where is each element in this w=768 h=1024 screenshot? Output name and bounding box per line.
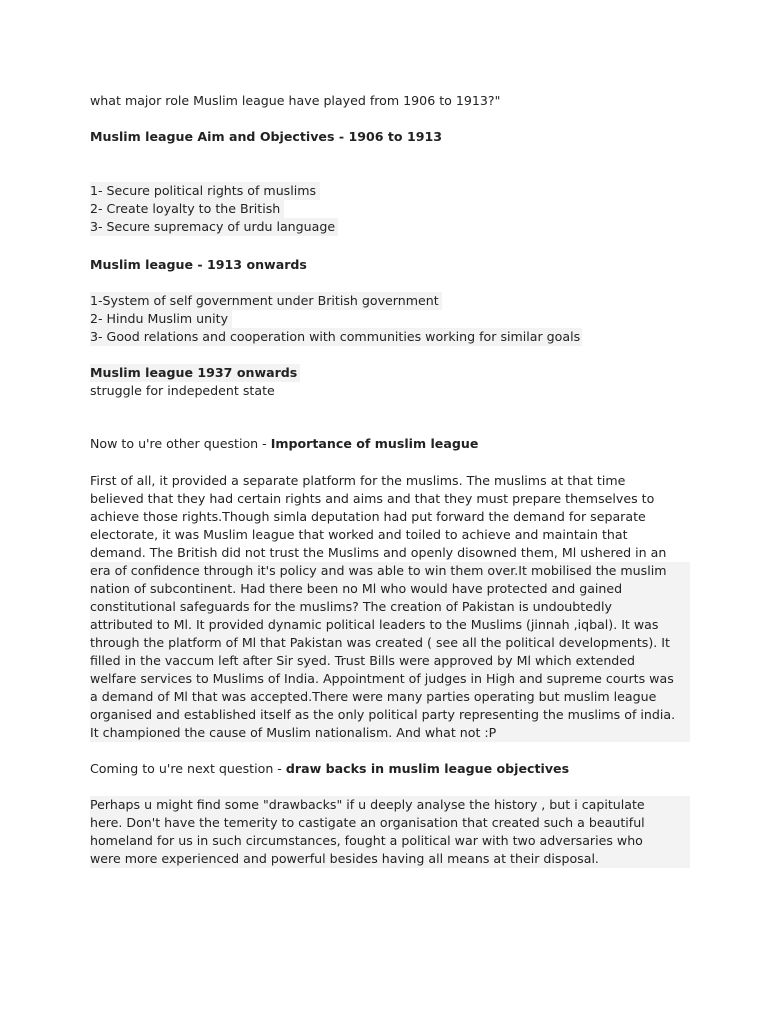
paragraph-line: here. Don't have the temerity to castigate an organisation that created such a beautiful	[90, 814, 690, 832]
section-1937-onwards	[90, 364, 690, 400]
list-item: 1-System of self government under British government	[90, 292, 442, 310]
section-aims-1906-1913-list	[90, 182, 690, 236]
importance-heading: Importance of muslim league	[270, 436, 479, 451]
paragraph-line: were more experienced and powerful besides having all means at their disposal.	[90, 850, 690, 868]
paragraph-line: electorate, it was Muslim league that worked and toiled to achieve and maintain that	[90, 527, 628, 542]
paragraph-line: believed that they had certain rights and aims and that they must prepare themselves to	[90, 491, 655, 506]
paragraph-line: achieve those rights.Though simla deputation had put forward the demand for separate	[90, 509, 646, 524]
list-item: 3- Good relations and cooperation with communities working for similar goals	[90, 329, 581, 344]
question-text: what major role Muslim league have played from 1906 to 1913?"	[90, 93, 501, 108]
paragraph-line: era of confidence through it's policy and was able to win them over.It mobilised the muslim	[90, 562, 690, 580]
paragraph-line: constitutional safeguards for the muslims? The creation of Pakistan is undoubtedly	[90, 598, 690, 616]
section-1913-onwards-list	[90, 292, 690, 346]
paragraph-line: Perhaps u might find some "drawbacks" if u deeply analyse the history , but i capitulate	[90, 796, 690, 814]
drawbacks-heading: draw backs in muslim league objectives	[285, 761, 570, 776]
paragraph-line: organised and established itself as the only political party representing the muslims of india.	[90, 706, 690, 724]
section-heading: Muslim league Aim and Objectives - 1906 to 1913	[90, 129, 442, 144]
list-item: 2- Hindu Muslim unity	[90, 310, 232, 328]
list-item: 2- Create loyalty to the British	[90, 200, 284, 218]
drawbacks-heading-line	[90, 760, 690, 778]
importance-paragraph	[90, 472, 690, 742]
paragraph-line: homeland for us in such circumstances, fought a political war with two adversaries who	[90, 832, 690, 850]
paragraph-line: It championed the cause of Muslim nationalism. And what not :P	[90, 724, 690, 742]
paragraph-line: filled in the vaccum left after Sir syed. Trust Bills were approved by Ml which extended	[90, 652, 690, 670]
section-text: struggle for indepedent state	[90, 383, 275, 398]
drawbacks-paragraph	[90, 796, 690, 868]
drawbacks-prefix: Coming to u're next question -	[90, 761, 286, 776]
question-block	[90, 92, 690, 110]
paragraph-line: attributed to Ml. It provided dynamic political leaders to the Muslims (jinnah ,iqbal). It was	[90, 616, 690, 634]
section-aims-1906-1913	[90, 128, 690, 146]
paragraph-line: First of all, it provided a separate platform for the muslims. The muslims at that time	[90, 473, 626, 488]
section-1913-onwards	[90, 256, 690, 274]
section-heading: Muslim league 1937 onwards	[90, 364, 300, 382]
paragraph-line: a demand of Ml that was accepted.There were many parties operating but muslim league	[90, 688, 690, 706]
list-item: 1- Secure political rights of muslims	[90, 182, 320, 200]
paragraph-line: through the platform of Ml that Pakistan was created ( see all the political developments). It	[90, 634, 690, 652]
importance-prefix: Now to u're other question -	[90, 436, 271, 451]
paragraph-line: nation of subcontinent. Had there been no Ml who would have protected and gained	[90, 580, 690, 598]
list-item: 3- Secure supremacy of urdu language	[90, 218, 338, 236]
section-heading: Muslim league - 1913 onwards	[90, 257, 307, 272]
importance-heading-line	[90, 435, 690, 453]
paragraph-line: demand. The British did not trust the Muslims and openly disowned them, Ml ushered in an	[90, 545, 667, 560]
paragraph-line: welfare services to Muslims of India. Appointment of judges in High and supreme courts was	[90, 670, 690, 688]
